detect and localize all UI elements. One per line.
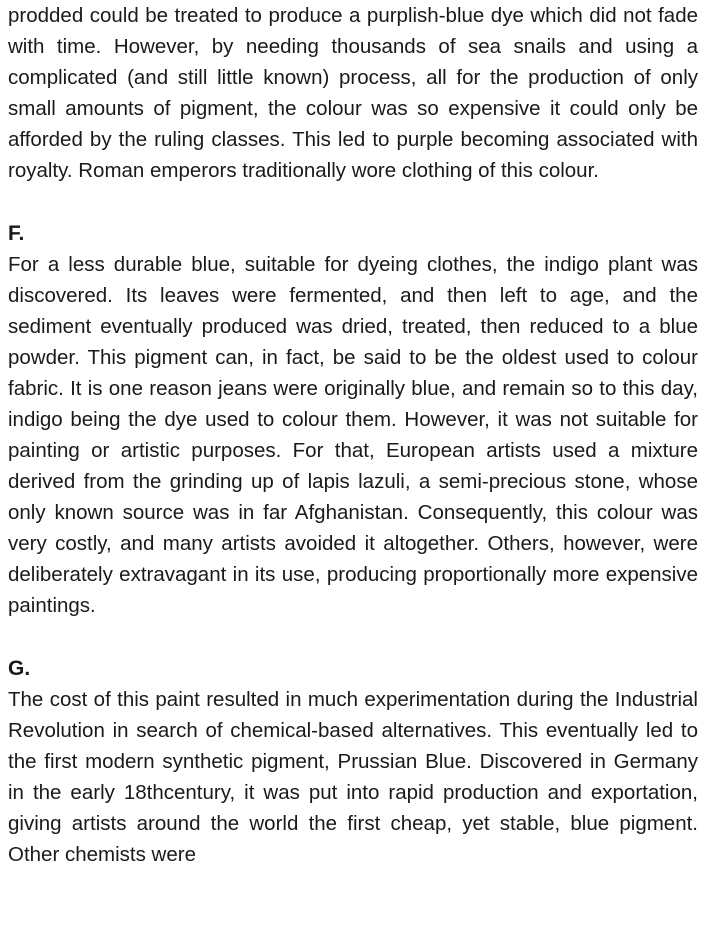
section-spacer — [8, 621, 698, 653]
section-g-heading: G. — [8, 657, 31, 680]
section-g-paragraph: The cost of this paint resulted in much experimentation during the Industrial Revolution in search of chemical-based alternatives. This eventually led to the first modern synthetic pigment, Prussian Blue. Discovered in Germany in the early 18thcentury, it was put into rapid production and exportation, giving artists around the world the first cheap, yet stable, blue pigment. Other chemists were — [8, 688, 698, 866]
document-page — [8, 0, 698, 870]
section-spacer — [8, 186, 698, 218]
section-f-paragraph: For a less durable blue, suitable for dyeing clothes, the indigo plant was discovered. Its leaves were fermented, and then left to age, and the sediment eventually produced was dried, treated, then reduced to a blue powder. This pigment can, in fact, be said to be the oldest used to colour fabric. It is one reason jeans were originally blue, and remain so to this day, indigo being the dye used to colour them. However, it was not suitable for painting or artistic purposes. For that, European artists used a mixture derived from the grinding up of lapis lazuli, a semi-precious stone, whose only known source was in far Afghanistan. Consequently, this colour was very costly, and many artists avoided it altogether. Others, however, were deliberately extravagant in its use, producing proportionally more expensive paintings. — [8, 253, 698, 617]
paragraph-e-continuation: prodded could be treated to produce a purplish-blue dye which did not fade with time. However, by needing thousands of sea snails and using a complicated (and still little known) process, all for the production of only small amounts of pigment, the colour was so expensive it could only be afforded by the ruling classes. This led to purple becoming associated with royalty. Roman emperors traditionally wore clothing of this colour. — [8, 4, 698, 182]
section-f-heading: F. — [8, 222, 25, 245]
